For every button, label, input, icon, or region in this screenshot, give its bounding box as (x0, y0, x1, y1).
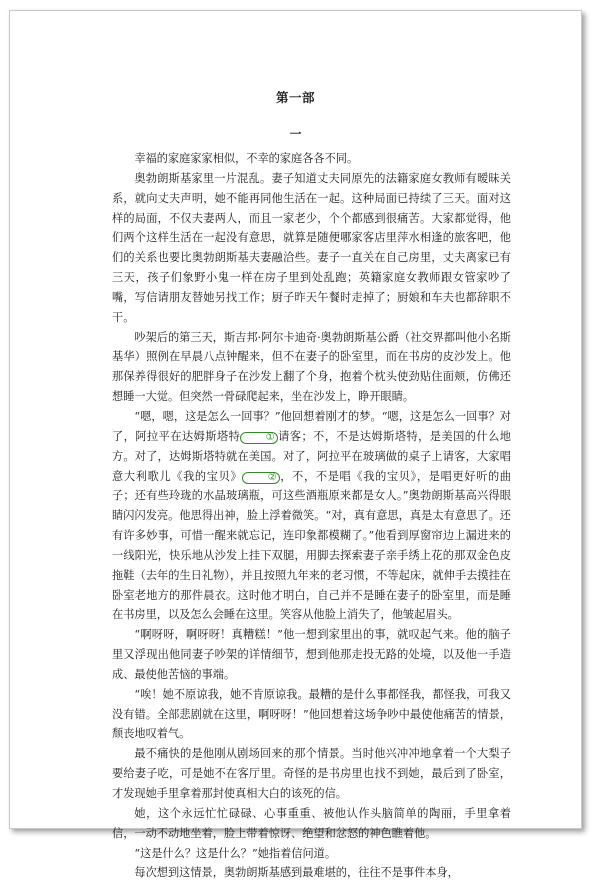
paragraph: 吵架后的第三天，斯吉邦·阿尔卡迪奇·奥勃朗斯基公爵（社交界都叫他小名斯基华）照例在早晨八点钟醒来，但不在妻子的卧室里，而在书房的皮沙发上。他那保养得很好的肥胖身子在沙发上翻了个身，抱着个枕头使劲贴住面颊，仿佛还想睡一大觉。但突然一骨碌爬起来，坐在沙发上，睁开眼睛。 (112, 330, 511, 404)
paragraph: “唉！她不原谅我，她不肯原谅我。最糟的是什么事都怪我，都怪我，可我又没有错。全部悲剧就在这里，啊呀呀！”他回想着这场争吵中最使他痛苦的情景，颓丧地叹着气。 (112, 687, 511, 741)
paragraph: 每次想到这情景，奥勃朗斯基感到最难堪的，往往不是事件本身， (134, 866, 459, 880)
chapter-title: 一 (289, 127, 302, 141)
paragraph: 奥勃朗斯基家里一片混乱。妻子知道丈夫同原先的法籍家庭女教师有暧昧关系，就向丈夫声明，她不能再同他生活在一起。这种局面已持续了三天。面对这样的局面，不仅夫妻两人，而且一家老少，个个都感到很痛苦。大家都觉得，他们两个这样生活在一起没有意思，就算是随便哪家客店里萍水相逢的旅客吧，他们的关系也要比奥勃朗斯基夫妻融洽些。妻子一直关在自己房里，丈夫离家已有三天，孩子们象野小鬼一样在房子里到处乱跑；英籍家庭女教师跟女管家吵了嘴，写信请朋友替她另找工作；厨子昨天午餐时走掉了；厨娘和车夫也都辞职不干。 (112, 171, 511, 324)
paragraph: 最不痛快的是他刚从剧场回来的那个情景。当时他兴冲冲地拿着一个大梨子要给妻子吃，可是她不在客厅里。奇怪的是书房里也找不到她，最后到了卧室，才发现她手里拿着那封使真相大白的该死的信。 (112, 747, 511, 800)
paragraph-text: 请客；不，不是达姆斯塔特，是美国的什么地方。对了，达姆斯塔特就在美国。对了，阿拉平在玻璃做的桌子上请客，大家唱意大利歌儿《我的宝贝》 (112, 429, 511, 483)
paragraph-text: “嗯，嗯，这是怎么一回事？”他回想着刚才的梦。“嗯，这是怎么一回事？对了，阿拉平在达姆斯塔特 (112, 409, 511, 443)
document-page (9, 10, 582, 880)
paragraph: “这是什么？这是什么？”她指着信问道。 (134, 846, 337, 860)
body-text (112, 149, 511, 883)
paragraph (112, 407, 511, 625)
paragraph: 幸福的家庭家家相似，不幸的家庭各各不同。 (134, 152, 359, 165)
paragraph: 她，这个永远忙忙碌碌、心事重重、被他认作头脑简单的陶丽，手里拿着信，一动不动地坐着，脸上带着惊讶、绝望和忿怒的神色瞧着他。 (112, 806, 511, 840)
footnote-marker[interactable]: ① (240, 432, 277, 444)
part-title: 第一部 (275, 90, 315, 105)
paragraph: “啊呀呀，啊呀呀！真糟糕！”他一想到家里出的事，就叹起气来。他的脑子里又浮现出他同妻子吵架的详情细节，想到他那走投无路的处境，以及他一手造成、最使他苦恼的事端。 (112, 628, 511, 681)
footnote-marker[interactable]: ② (242, 472, 279, 484)
paragraph-text: ，不，不是唱《我的宝贝》，是唱更好听的曲子；还有些玲珑的水晶玻璃瓶，可这些酒瓶原来都是女人。”奥勃朗斯基高兴得眼睛闪闪发亮。他思得出神，脸上浮着微笑。“对，真有意思，真是太有意思了。还有许多妙事，可惜一醒来就忘记，连印象都模糊了。”他看到厚窗帘边上漏进来的一线阳光，快乐地从沙发上挂下双腿，用脚去探索妻子亲手绣上花的那双金色皮拖鞋（去年的生日礼物），并且按照九年来的老习惯，不等起床，就伸手去摸挂在卧室老地方的那件晨衣。这时他才明白，自己并不是睡在妻子的卧室里，而是睡在书房里，以及怎么会睡在这里。笑容从他脸上消失了，他皱起眉头。 (112, 469, 511, 622)
